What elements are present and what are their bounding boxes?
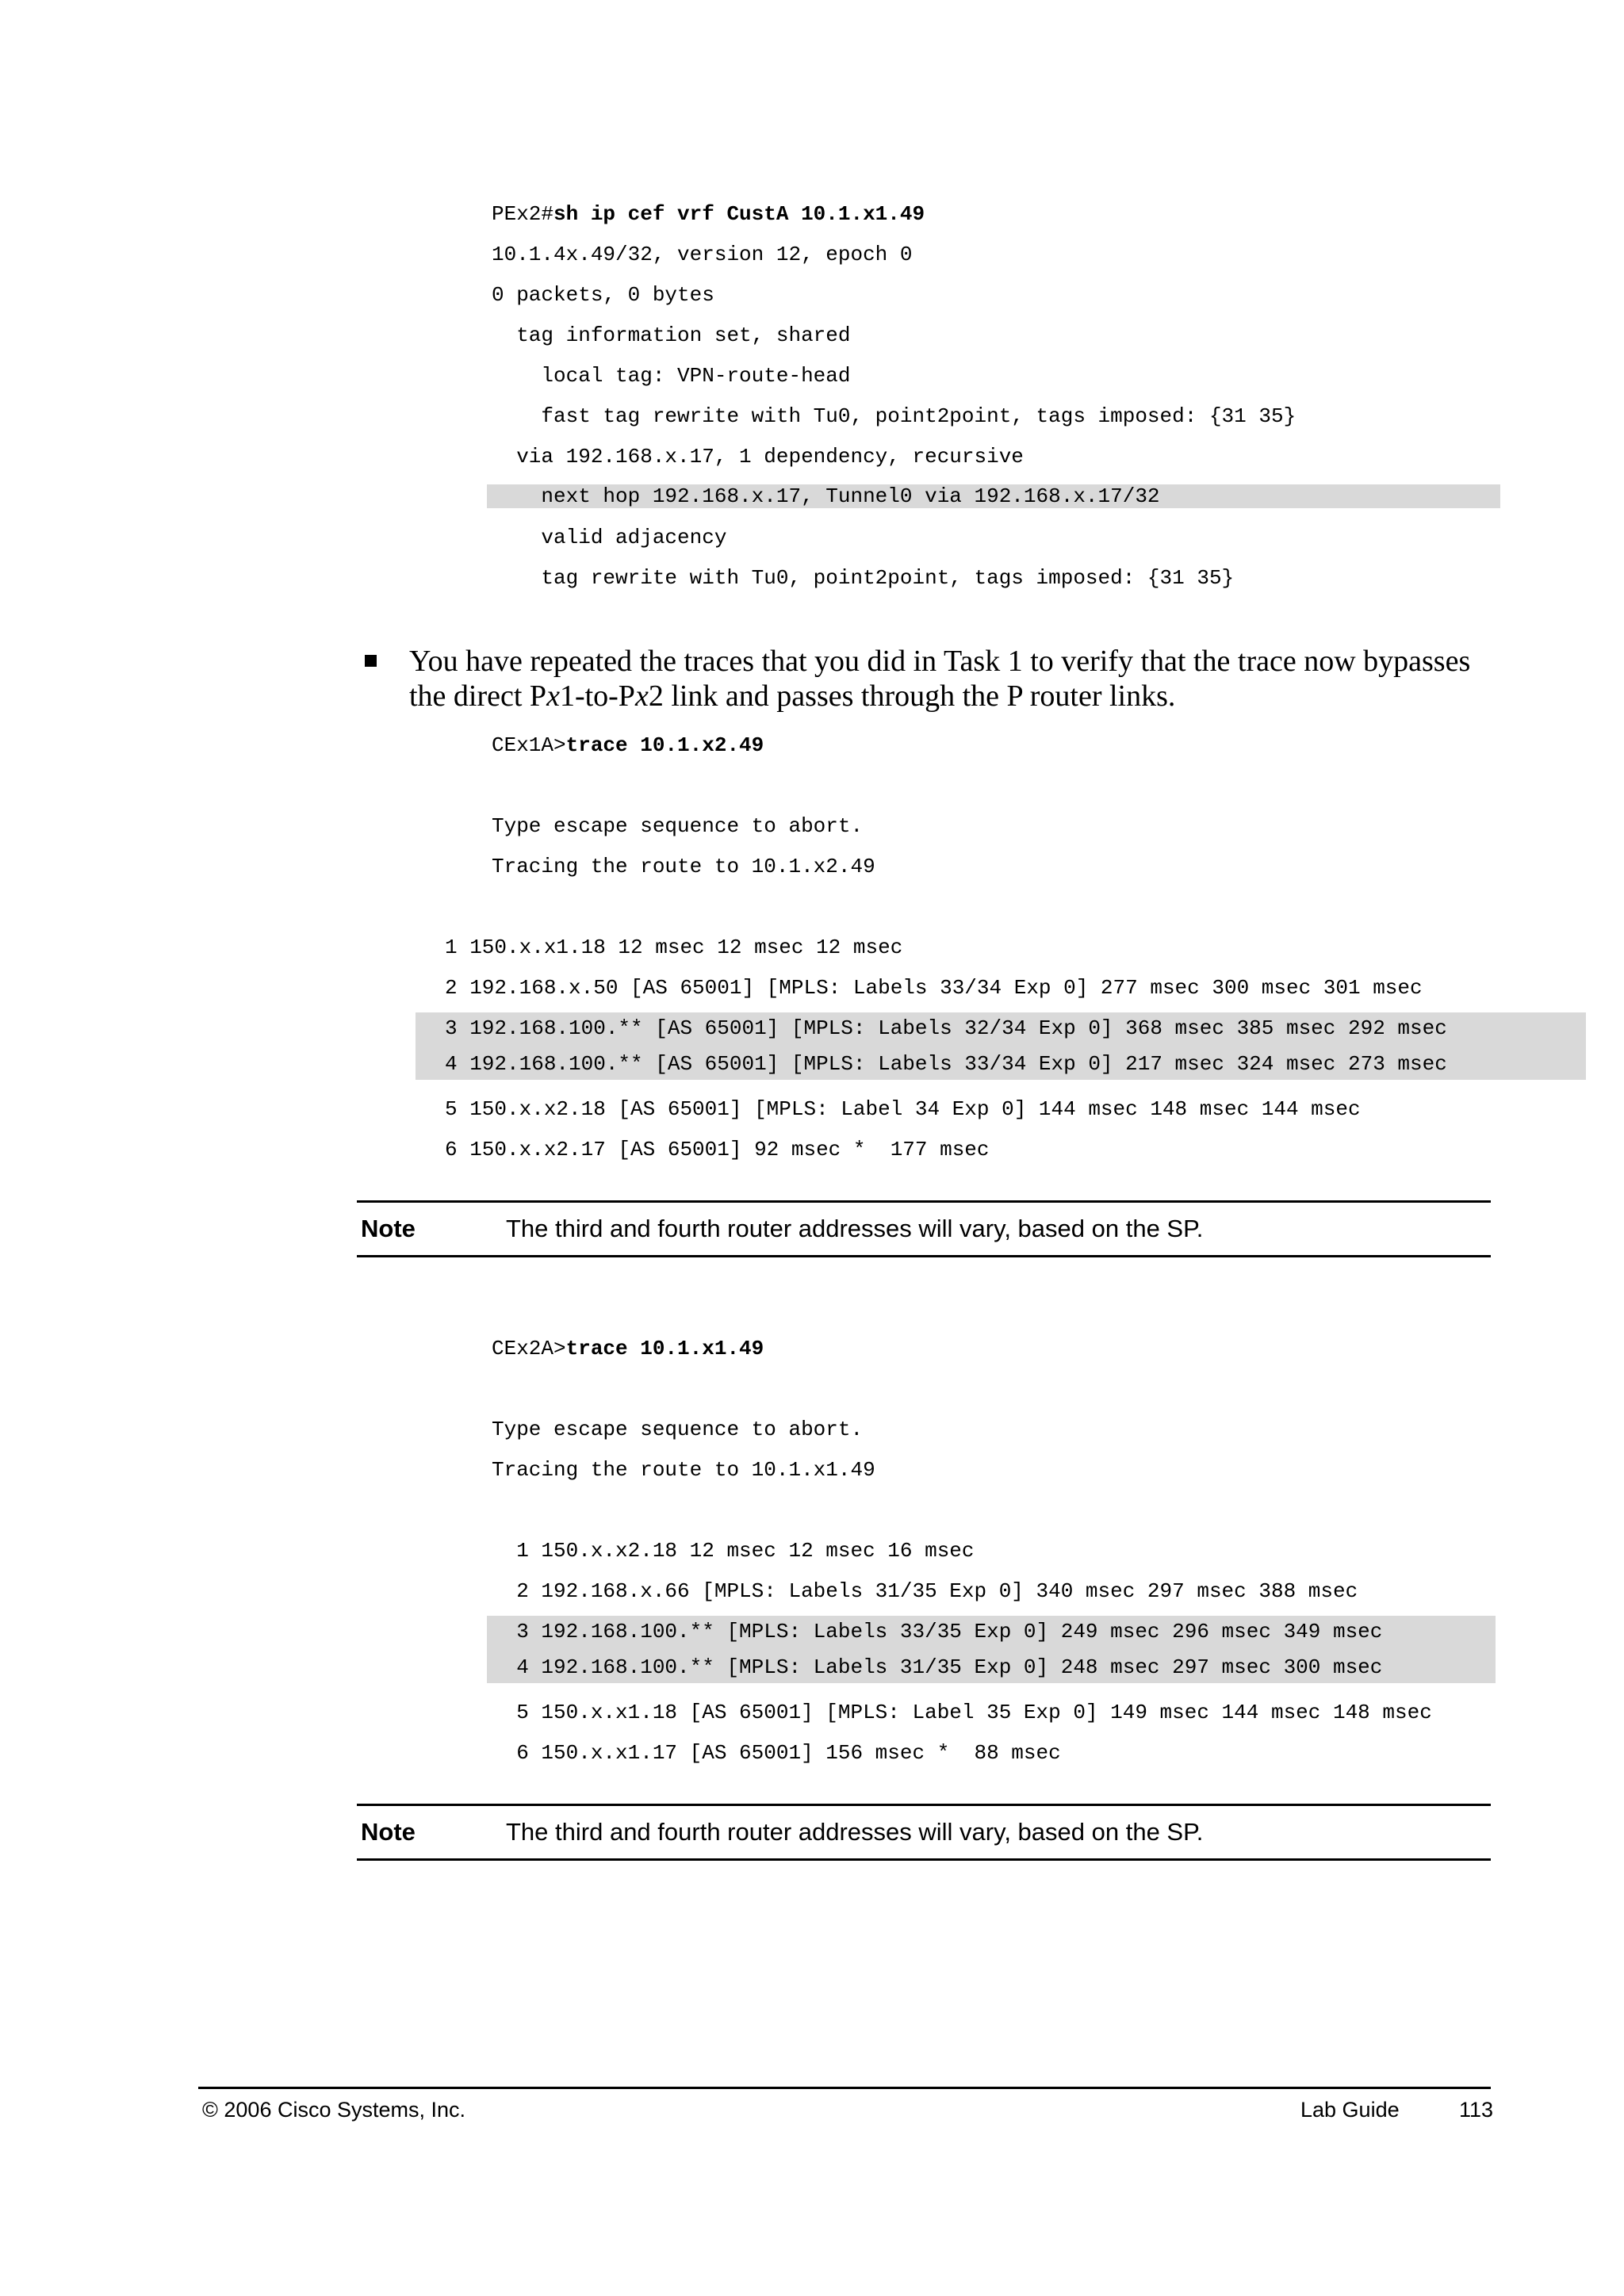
square-bullet-icon (365, 655, 377, 667)
footer-guide-label: Lab Guide (1300, 2098, 1400, 2122)
cef-output-line: fast tag rewrite with Tu0, point2point, tags imposed: {31 35} (492, 404, 1297, 428)
cef-command-line (492, 194, 925, 234)
cef-output-line-highlighted: next hop 192.168.x.17, Tunnel0 via 192.168.x.17/32 (487, 484, 1500, 508)
note-label: Note (361, 1818, 416, 1846)
trace1-command: trace 10.1.x2.49 (565, 733, 764, 757)
cef-output-line: 10.1.4x.49/32, version 12, epoch 0 (492, 243, 913, 266)
trace2-command-line (492, 1329, 764, 1368)
cef-prompt: PEx2# (492, 202, 554, 226)
trace1-hop: 1 150.x.x1.18 12 msec 12 msec 12 msec (445, 936, 903, 959)
cef-output-line: tag information set, shared (492, 323, 851, 347)
bullet-text: You have repeated the traces that you did in Task 1 to verify that the trace now bypasses the direct Px1-to-Px2 link and passes through the P router links. (409, 645, 1471, 713)
trace2-hop: 5 150.x.x1.18 [AS 65001] [MPLS: Label 35 Exp 0] 149 msec 144 msec 148 msec (492, 1701, 1432, 1724)
note-box (357, 1804, 1491, 1861)
trace2-command: trace 10.1.x1.49 (565, 1337, 764, 1360)
trace2-hop: 6 150.x.x1.17 [AS 65001] 156 msec * 88 msec (492, 1741, 1061, 1765)
trace1-hop-highlighted: 3 192.168.100.** [AS 65001] [MPLS: Labels 32/34 Exp 0] 368 msec 385 msec 292 msec (416, 1012, 1586, 1044)
cef-command: sh ip cef vrf CustA 10.1.x1.49 (553, 202, 925, 226)
cef-output-line: via 192.168.x.17, 1 dependency, recursive (492, 445, 1024, 469)
trace1-prompt: CEx1A> (492, 733, 566, 757)
note-box (357, 1200, 1491, 1257)
cef-output-line: local tag: VPN-route-head (492, 364, 851, 388)
trace2-tracing-line: Tracing the route to 10.1.x1.49 (492, 1458, 875, 1482)
trace2-prompt: CEx2A> (492, 1337, 566, 1360)
trace1-command-line (492, 725, 764, 765)
footer-copyright: © 2006 Cisco Systems, Inc. (202, 2098, 466, 2122)
trace2-hop-highlighted: 3 192.168.100.** [MPLS: Labels 33/35 Exp 0] 249 msec 296 msec 349 msec (487, 1616, 1496, 1647)
trace1-abort-line: Type escape sequence to abort. (492, 814, 864, 838)
note-text: The third and fourth router addresses will vary, based on the SP. (506, 1818, 1204, 1846)
cef-output-line: 0 packets, 0 bytes (492, 283, 714, 307)
cef-output-line: tag rewrite with Tu0, point2point, tags imposed: {31 35} (492, 566, 1235, 590)
trace2-hop-highlighted: 4 192.168.100.** [MPLS: Labels 31/35 Exp 0] 248 msec 297 msec 300 msec (487, 1647, 1496, 1683)
trace1-hop: 5 150.x.x2.18 [AS 65001] [MPLS: Label 34 Exp 0] 144 msec 148 msec 144 msec (445, 1097, 1361, 1121)
trace2-hop: 2 192.168.x.66 [MPLS: Labels 31/35 Exp 0] 340 msec 297 msec 388 msec (492, 1579, 1358, 1603)
note-label: Note (361, 1215, 416, 1242)
cef-output-line: valid adjacency (492, 526, 727, 549)
trace2-abort-line: Type escape sequence to abort. (492, 1418, 864, 1441)
trace1-hop: 2 192.168.x.50 [AS 65001] [MPLS: Labels 33/34 Exp 0] 277 msec 300 msec 301 msec (445, 976, 1423, 1000)
trace1-hop-highlighted: 4 192.168.100.** [AS 65001] [MPLS: Labels 33/34 Exp 0] 217 msec 324 msec 273 msec (416, 1044, 1586, 1080)
footer-divider (198, 2087, 1491, 2089)
page-number: 113 (1459, 2098, 1494, 2122)
note-text: The third and fourth router addresses will vary, based on the SP. (506, 1215, 1204, 1242)
trace2-hop: 1 150.x.x2.18 12 msec 12 msec 16 msec (492, 1539, 975, 1563)
trace1-hop: 6 150.x.x2.17 [AS 65001] 92 msec * 177 msec (445, 1138, 990, 1161)
trace1-tracing-line: Tracing the route to 10.1.x2.49 (492, 855, 875, 878)
